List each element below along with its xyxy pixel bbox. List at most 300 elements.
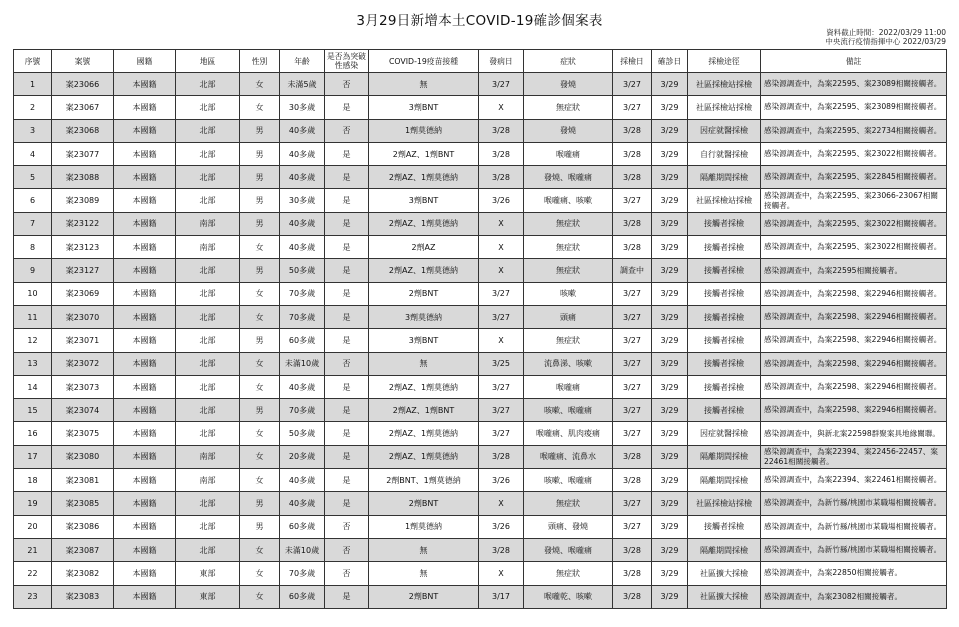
cell-onset-date: X: [479, 259, 524, 282]
cell-age: 30多歲: [280, 189, 325, 212]
cell-note: 感染源調查中，為案22595、案23022相關接觸者。: [761, 142, 947, 165]
cell-region: 南部: [176, 236, 240, 259]
cell-region: 北部: [176, 96, 240, 119]
cell-age: 40多歲: [280, 166, 325, 189]
cell-nationality: 本國籍: [114, 445, 176, 468]
cell-test-date: 3/28: [613, 469, 652, 492]
cell-nationality: 本國籍: [114, 399, 176, 422]
cell-symptoms: 無症狀: [524, 562, 613, 585]
cell-region: 北部: [176, 119, 240, 142]
cell-case-id: 案23088: [52, 166, 114, 189]
cell-note: 感染源調查中，為案22595、案22734相關接觸者。: [761, 119, 947, 142]
cell-region: 北部: [176, 305, 240, 328]
cell-test-date: 3/28: [613, 538, 652, 561]
cell-age: 20多歲: [280, 445, 325, 468]
cell-onset-date: X: [479, 212, 524, 235]
cell-serial: 14: [14, 375, 52, 398]
cell-region: 南部: [176, 212, 240, 235]
col-header-confirm-date: 確診日: [652, 50, 688, 73]
cell-test-route: 隔離期間採檢: [688, 166, 761, 189]
cell-confirm-date: 3/29: [652, 352, 688, 375]
cell-sex: 女: [240, 282, 280, 305]
cell-test-route: 接觸者採檢: [688, 305, 761, 328]
cell-serial: 21: [14, 538, 52, 561]
cell-case-id: 案23122: [52, 212, 114, 235]
cell-test-route: 隔離期間採檢: [688, 469, 761, 492]
cell-confirm-date: 3/29: [652, 73, 688, 96]
table-row: [14, 422, 947, 445]
cell-nationality: 本國籍: [114, 282, 176, 305]
cell-sex: 女: [240, 96, 280, 119]
cell-region: 北部: [176, 329, 240, 352]
cell-onset-date: X: [479, 562, 524, 585]
table-row: [14, 142, 947, 165]
cell-region: 北部: [176, 189, 240, 212]
cell-onset-date: 3/28: [479, 538, 524, 561]
cell-breakthrough: 否: [325, 119, 369, 142]
cell-symptoms: 喉嚨痛、肌肉痠痛: [524, 422, 613, 445]
cell-sex: 女: [240, 73, 280, 96]
cell-symptoms: 咳嗽、喉嚨痛: [524, 399, 613, 422]
cell-note: 感染源調查中，為案22595、案23089相關接觸者。: [761, 96, 947, 119]
cell-nationality: 本國籍: [114, 375, 176, 398]
cell-vaccination: 無: [369, 352, 479, 375]
cell-nationality: 本國籍: [114, 329, 176, 352]
table-row: [14, 119, 947, 142]
cell-age: 50多歲: [280, 259, 325, 282]
data-source-info: [825, 28, 946, 46]
cell-note: 感染源調查中，為案22595、案23089相關接觸者。: [761, 73, 947, 96]
cell-age: 40多歲: [280, 492, 325, 515]
cell-case-id: 案23068: [52, 119, 114, 142]
cell-note: 感染源調查中，為案22598、案22946相關接觸者。: [761, 329, 947, 352]
cell-symptoms: 無症狀: [524, 259, 613, 282]
cell-case-id: 案23074: [52, 399, 114, 422]
cell-serial: 20: [14, 515, 52, 538]
cell-region: 北部: [176, 515, 240, 538]
cell-region: 北部: [176, 352, 240, 375]
col-header-onset-date: 發病日: [479, 50, 524, 73]
cell-onset-date: 3/27: [479, 399, 524, 422]
cell-serial: 13: [14, 352, 52, 375]
cell-sex: 女: [240, 236, 280, 259]
cell-vaccination: 3劑BNT: [369, 329, 479, 352]
table-row: [14, 515, 947, 538]
cell-note: 感染源調查中，為案23082相關接觸者。: [761, 585, 947, 608]
cell-confirm-date: 3/29: [652, 562, 688, 585]
table-row: [14, 259, 947, 282]
cell-case-id: 案23089: [52, 189, 114, 212]
cell-sex: 女: [240, 585, 280, 608]
cell-vaccination: 2劑AZ: [369, 236, 479, 259]
cell-case-id: 案23083: [52, 585, 114, 608]
cell-onset-date: 3/28: [479, 119, 524, 142]
cell-serial: 7: [14, 212, 52, 235]
cell-confirm-date: 3/29: [652, 212, 688, 235]
cell-nationality: 本國籍: [114, 119, 176, 142]
cell-onset-date: 3/28: [479, 142, 524, 165]
cell-symptoms: 發燒: [524, 73, 613, 96]
cell-age: 70多歲: [280, 562, 325, 585]
cell-sex: 男: [240, 189, 280, 212]
cell-breakthrough: 是: [325, 399, 369, 422]
cell-onset-date: 3/26: [479, 189, 524, 212]
cell-note: 感染源調查中，為新竹縣/桃園市某職場相關接觸者。: [761, 538, 947, 561]
cell-serial: 4: [14, 142, 52, 165]
cell-vaccination: 2劑AZ、1劑莫德納: [369, 445, 479, 468]
cell-sex: 女: [240, 469, 280, 492]
cell-onset-date: 3/17: [479, 585, 524, 608]
cell-sex: 男: [240, 492, 280, 515]
cell-region: 北部: [176, 259, 240, 282]
cell-region: 北部: [176, 375, 240, 398]
cell-region: 南部: [176, 445, 240, 468]
cell-serial: 10: [14, 282, 52, 305]
cell-symptoms: 無症狀: [524, 212, 613, 235]
cell-confirm-date: 3/29: [652, 282, 688, 305]
cell-symptoms: 發燒: [524, 119, 613, 142]
cell-case-id: 案23069: [52, 282, 114, 305]
cell-onset-date: 3/27: [479, 422, 524, 445]
cell-onset-date: X: [479, 329, 524, 352]
cell-nationality: 本國籍: [114, 73, 176, 96]
table-row: [14, 469, 947, 492]
col-header-region: 地區: [176, 50, 240, 73]
cell-breakthrough: 是: [325, 259, 369, 282]
cell-confirm-date: 3/29: [652, 469, 688, 492]
cell-case-id: 案23082: [52, 562, 114, 585]
cell-vaccination: 2劑BNT: [369, 282, 479, 305]
cell-vaccination: 3劑BNT: [369, 189, 479, 212]
cell-test-route: 接觸者採檢: [688, 282, 761, 305]
cell-symptoms: 流鼻涕、咳嗽: [524, 352, 613, 375]
cell-test-route: 社區採檢站採檢: [688, 73, 761, 96]
cell-case-id: 案23067: [52, 96, 114, 119]
cell-test-date: 3/27: [613, 422, 652, 445]
table-row: [14, 352, 947, 375]
cell-sex: 男: [240, 329, 280, 352]
cell-sex: 男: [240, 166, 280, 189]
table-row: [14, 236, 947, 259]
cell-sex: 男: [240, 142, 280, 165]
cell-test-route: 社區採檢站採檢: [688, 189, 761, 212]
cell-region: 東部: [176, 585, 240, 608]
cell-breakthrough: 否: [325, 515, 369, 538]
cell-sex: 女: [240, 305, 280, 328]
cell-breakthrough: 是: [325, 212, 369, 235]
cell-age: 30多歲: [280, 96, 325, 119]
cell-serial: 16: [14, 422, 52, 445]
cell-test-date: 3/27: [613, 399, 652, 422]
cell-note: 感染源調查中，與新北案22598群聚案具地緣關聯。: [761, 422, 947, 445]
cell-breakthrough: 是: [325, 282, 369, 305]
cell-breakthrough: 是: [325, 469, 369, 492]
cell-test-date: 3/27: [613, 352, 652, 375]
cell-test-date: 3/28: [613, 166, 652, 189]
col-header-nationality: 國籍: [114, 50, 176, 73]
table-row: [14, 189, 947, 212]
cell-breakthrough: 否: [325, 73, 369, 96]
cell-symptoms: 咳嗽: [524, 282, 613, 305]
cell-serial: 19: [14, 492, 52, 515]
cell-confirm-date: 3/29: [652, 166, 688, 189]
cell-note: 感染源調查中，為案22598、案22946相關接觸者。: [761, 282, 947, 305]
cell-confirm-date: 3/29: [652, 119, 688, 142]
cell-sex: 男: [240, 119, 280, 142]
cell-test-route: 社區採檢站採檢: [688, 492, 761, 515]
cell-serial: 8: [14, 236, 52, 259]
cell-test-date: 3/28: [613, 562, 652, 585]
cell-vaccination: 2劑BNT: [369, 492, 479, 515]
col-header-test-date: 採檢日: [613, 50, 652, 73]
cell-sex: 男: [240, 399, 280, 422]
cell-test-route: 自行就醫採檢: [688, 142, 761, 165]
cell-case-id: 案23086: [52, 515, 114, 538]
cell-test-route: 社區擴大採檢: [688, 585, 761, 608]
cell-age: 40多歲: [280, 212, 325, 235]
cell-case-id: 案23123: [52, 236, 114, 259]
cell-note: 感染源調查中，為案22595相關接觸者。: [761, 259, 947, 282]
cell-case-id: 案23087: [52, 538, 114, 561]
cell-symptoms: 無症狀: [524, 96, 613, 119]
case-table-body: [14, 73, 947, 609]
cell-nationality: 本國籍: [114, 562, 176, 585]
cell-breakthrough: 是: [325, 96, 369, 119]
cell-note: 感染源調查中，為案22595、案23022相關接觸者。: [761, 236, 947, 259]
cell-age: 未滿10歲: [280, 538, 325, 561]
cell-test-route: 接觸者採檢: [688, 236, 761, 259]
cell-serial: 12: [14, 329, 52, 352]
table-row: [14, 329, 947, 352]
cell-vaccination: 1劑莫德納: [369, 119, 479, 142]
cell-test-date: 調查中: [613, 259, 652, 282]
cell-vaccination: 2劑AZ、1劑莫德納: [369, 259, 479, 282]
publisher-date: 中央流行疫情指揮中心 2022/03/29: [825, 37, 946, 46]
cell-case-id: 案23075: [52, 422, 114, 445]
cell-vaccination: 3劑莫德納: [369, 305, 479, 328]
cell-case-id: 案23066: [52, 73, 114, 96]
cell-test-route: 隔離期間採檢: [688, 538, 761, 561]
table-row: [14, 375, 947, 398]
cell-symptoms: 頭痛、發燒: [524, 515, 613, 538]
cell-vaccination: 無: [369, 73, 479, 96]
cell-case-id: 案23072: [52, 352, 114, 375]
col-header-age: 年齡: [280, 50, 325, 73]
col-header-sex: 性別: [240, 50, 280, 73]
cell-breakthrough: 是: [325, 142, 369, 165]
cell-confirm-date: 3/29: [652, 585, 688, 608]
cell-note: 感染源調查中，為案22598、案22946相關接觸者。: [761, 399, 947, 422]
cell-serial: 2: [14, 96, 52, 119]
cell-serial: 3: [14, 119, 52, 142]
cell-age: 40多歲: [280, 142, 325, 165]
cell-breakthrough: 是: [325, 305, 369, 328]
cell-confirm-date: 3/29: [652, 189, 688, 212]
cell-confirm-date: 3/29: [652, 515, 688, 538]
cell-test-date: 3/28: [613, 236, 652, 259]
header-row: [14, 50, 947, 73]
cell-test-route: 接觸者採檢: [688, 259, 761, 282]
cell-breakthrough: 是: [325, 585, 369, 608]
cell-region: 北部: [176, 492, 240, 515]
col-header-case-id: 案號: [52, 50, 114, 73]
cell-nationality: 本國籍: [114, 212, 176, 235]
cell-case-id: 案23127: [52, 259, 114, 282]
cell-confirm-date: 3/29: [652, 422, 688, 445]
cell-test-date: 3/28: [613, 212, 652, 235]
cell-confirm-date: 3/29: [652, 399, 688, 422]
cell-age: 40多歲: [280, 469, 325, 492]
cell-serial: 6: [14, 189, 52, 212]
table-row: [14, 538, 947, 561]
cell-vaccination: 無: [369, 538, 479, 561]
cell-confirm-date: 3/29: [652, 236, 688, 259]
cell-test-date: 3/27: [613, 329, 652, 352]
cell-onset-date: 3/27: [479, 73, 524, 96]
cell-serial: 5: [14, 166, 52, 189]
cell-vaccination: 1劑莫德納: [369, 515, 479, 538]
cell-note: 感染源調查中，為案22598、案22946相關接觸者。: [761, 305, 947, 328]
cell-serial: 11: [14, 305, 52, 328]
cell-test-route: 接觸者採檢: [688, 375, 761, 398]
col-header-serial: 序號: [14, 50, 52, 73]
cell-confirm-date: 3/29: [652, 305, 688, 328]
cell-test-route: 因症就醫採檢: [688, 119, 761, 142]
cell-nationality: 本國籍: [114, 538, 176, 561]
cell-confirm-date: 3/29: [652, 142, 688, 165]
cell-breakthrough: 是: [325, 492, 369, 515]
table-row: [14, 166, 947, 189]
cell-age: 70多歲: [280, 305, 325, 328]
cell-symptoms: 喉嚨乾、咳嗽: [524, 585, 613, 608]
cell-test-route: 接觸者採檢: [688, 399, 761, 422]
cell-age: 40多歲: [280, 236, 325, 259]
cell-serial: 17: [14, 445, 52, 468]
cell-vaccination: 2劑AZ、1劑BNT: [369, 399, 479, 422]
cell-onset-date: X: [479, 96, 524, 119]
cell-note: 感染源調查中，為案22595、案23066-23067相關接觸者。: [761, 189, 947, 212]
col-header-symptoms: 症狀: [524, 50, 613, 73]
cell-serial: 18: [14, 469, 52, 492]
cell-onset-date: 3/26: [479, 515, 524, 538]
cell-symptoms: 無症狀: [524, 329, 613, 352]
table-row: [14, 562, 947, 585]
cell-onset-date: 3/27: [479, 282, 524, 305]
cell-test-route: 因症就醫採檢: [688, 422, 761, 445]
cell-test-date: 3/28: [613, 445, 652, 468]
cell-serial: 22: [14, 562, 52, 585]
table-row: [14, 282, 947, 305]
cell-symptoms: 發燒、喉嚨痛: [524, 166, 613, 189]
cell-age: 未滿5歲: [280, 73, 325, 96]
cell-note: 感染源調查中，為新竹縣/桃園市某職場相關接觸者。: [761, 492, 947, 515]
cell-sex: 男: [240, 259, 280, 282]
cell-nationality: 本國籍: [114, 352, 176, 375]
cell-test-date: 3/27: [613, 96, 652, 119]
cell-test-date: 3/28: [613, 119, 652, 142]
cell-test-route: 社區擴大採檢: [688, 562, 761, 585]
cell-sex: 女: [240, 375, 280, 398]
cell-onset-date: 3/26: [479, 469, 524, 492]
cell-nationality: 本國籍: [114, 515, 176, 538]
table-row: [14, 305, 947, 328]
cell-confirm-date: 3/29: [652, 259, 688, 282]
cell-note: 感染源調查中，為新竹縣/桃園市某職場相關接觸者。: [761, 515, 947, 538]
cell-nationality: 本國籍: [114, 166, 176, 189]
cell-test-route: 接觸者採檢: [688, 329, 761, 352]
table-row: [14, 73, 947, 96]
cell-region: 北部: [176, 422, 240, 445]
cell-test-route: 接觸者採檢: [688, 212, 761, 235]
cell-onset-date: 3/28: [479, 166, 524, 189]
cell-vaccination: 2劑AZ、1劑莫德納: [369, 422, 479, 445]
cell-nationality: 本國籍: [114, 142, 176, 165]
cell-nationality: 本國籍: [114, 492, 176, 515]
cell-vaccination: 2劑AZ、1劑莫德納: [369, 166, 479, 189]
cell-onset-date: 3/27: [479, 305, 524, 328]
cell-confirm-date: 3/29: [652, 329, 688, 352]
cell-test-date: 3/28: [613, 585, 652, 608]
case-table: [13, 49, 947, 609]
cell-case-id: 案23071: [52, 329, 114, 352]
cell-case-id: 案23085: [52, 492, 114, 515]
cell-breakthrough: 是: [325, 166, 369, 189]
cell-sex: 男: [240, 515, 280, 538]
table-row: [14, 96, 947, 119]
cell-region: 北部: [176, 166, 240, 189]
cell-age: 60多歲: [280, 515, 325, 538]
col-header-breakthrough: 是否為突破性感染: [325, 50, 369, 73]
cell-region: 北部: [176, 282, 240, 305]
table-row: [14, 212, 947, 235]
cell-region: 東部: [176, 562, 240, 585]
cell-age: 70多歲: [280, 399, 325, 422]
cell-age: 70多歲: [280, 282, 325, 305]
cell-age: 50多歲: [280, 422, 325, 445]
cell-sex: 女: [240, 422, 280, 445]
cell-breakthrough: 否: [325, 538, 369, 561]
cell-region: 南部: [176, 469, 240, 492]
cell-sex: 男: [240, 212, 280, 235]
cell-breakthrough: 是: [325, 236, 369, 259]
col-header-vaccination: COVID-19疫苗接種: [369, 50, 479, 73]
table-row: [14, 585, 947, 608]
cell-note: 感染源調查中，為案22394、案22461相關接觸者。: [761, 469, 947, 492]
cell-case-id: 案23080: [52, 445, 114, 468]
cell-confirm-date: 3/29: [652, 375, 688, 398]
cell-test-route: 隔離期間採檢: [688, 445, 761, 468]
cell-breakthrough: 是: [325, 422, 369, 445]
cell-serial: 9: [14, 259, 52, 282]
cell-serial: 1: [14, 73, 52, 96]
document-title: 3月29日新增本土COVID-19確診個案表: [356, 13, 603, 29]
cell-symptoms: 頭痛: [524, 305, 613, 328]
cell-sex: 女: [240, 562, 280, 585]
cell-symptoms: 喉嚨痛、流鼻水: [524, 445, 613, 468]
cell-breakthrough: 是: [325, 329, 369, 352]
cell-region: 北部: [176, 538, 240, 561]
cell-age: 60多歲: [280, 585, 325, 608]
col-header-test-route: 採檢途徑: [688, 50, 761, 73]
cell-age: 40多歲: [280, 119, 325, 142]
cell-note: 感染源調查中，為案22598、案22946相關接觸者。: [761, 352, 947, 375]
cell-symptoms: 喉嚨痛、咳嗽: [524, 189, 613, 212]
cell-case-id: 案23070: [52, 305, 114, 328]
cell-breakthrough: 是: [325, 445, 369, 468]
cell-sex: 女: [240, 538, 280, 561]
cell-onset-date: 3/28: [479, 445, 524, 468]
cell-test-date: 3/27: [613, 515, 652, 538]
